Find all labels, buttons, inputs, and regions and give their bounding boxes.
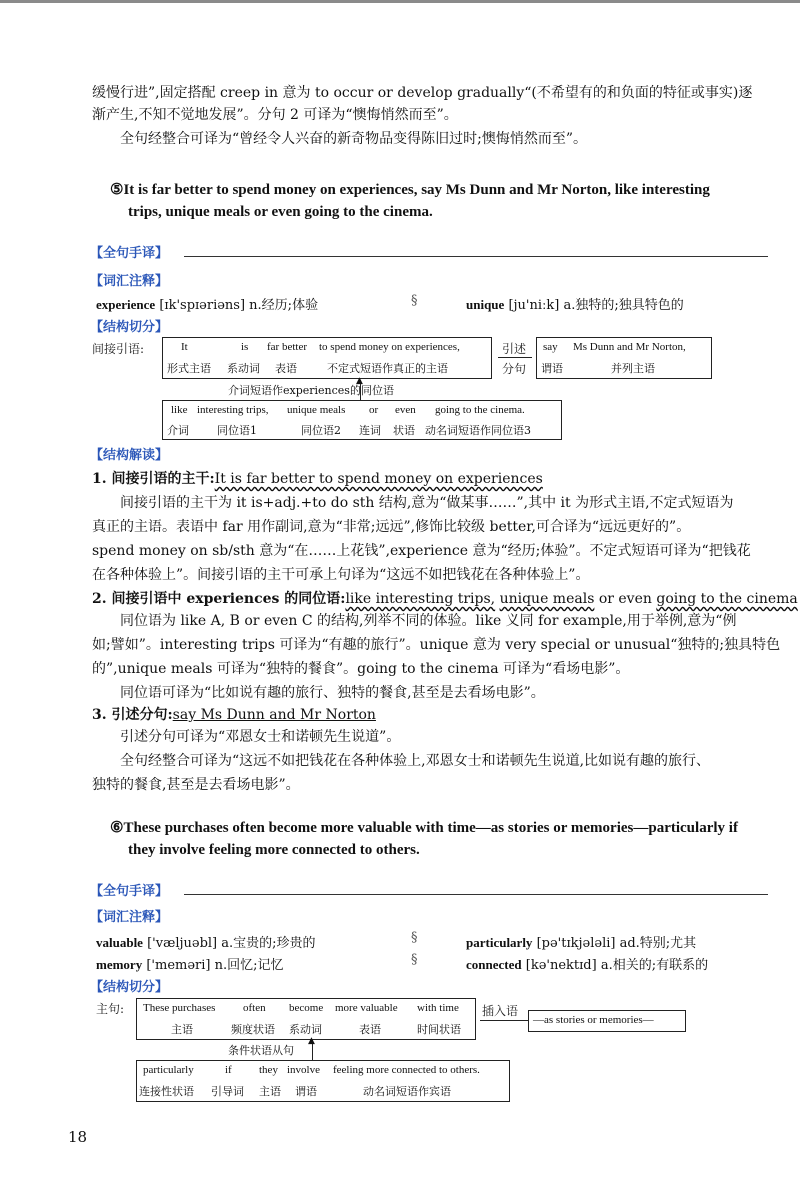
role-formal-subject: 形式主语 [167, 362, 211, 375]
role-predicate: 谓语 [295, 1085, 317, 1098]
insertion-label: 插入语 [482, 1004, 519, 1018]
word-it: It [181, 341, 188, 353]
role-real-subject: 不定式短语作真正的主语 [327, 362, 448, 375]
word-particularly: particularly [143, 1064, 194, 1076]
role-predicate: 谓语 [541, 362, 563, 375]
role-linking-verb: 系动词 [289, 1023, 322, 1036]
quote-label-top: 引述 [502, 342, 527, 356]
structure-box-condition [136, 1060, 510, 1102]
insertion-box [528, 1010, 686, 1032]
word-ms-dunn: Ms Dunn and Mr Norton, [573, 341, 686, 353]
role-subject: 主语 [171, 1023, 193, 1036]
final-translation: 独特的餐食,甚至是去看场电影”。 [92, 777, 300, 793]
analysis-paragraph: spend money on sb/sth 意为“在……上花钱”,experience 意为“经历;体验”。不定式短语可译为“把钱花 [92, 543, 751, 559]
analysis-paragraph: 同位语可译为“比如说有趣的旅行、独特的餐食,甚至是去看场电影”。 [120, 685, 545, 701]
word-even: even [395, 404, 416, 416]
analysis-paragraph: 在各种体验上”。间接引语的主干可承上句译为“这远不如把钱花在各种体验上”。 [92, 567, 590, 583]
structure-box-main-6 [136, 998, 476, 1040]
word-is: is [241, 341, 249, 353]
word-far-better: far better [267, 341, 307, 353]
analysis-heading-2: 2. 间接引语中 experiences 的同位语:like interesting trips, unique meals or even going to the cinema [92, 591, 798, 607]
role-appositive-3: 动名词短语作同位语3 [425, 424, 531, 437]
page-number: 18 [68, 1128, 88, 1146]
paragraph-line: 缓慢行进”,固定搭配 creep in 意为 to occur or develop gradually“(不希望有的和负面的特征或事实)逐 [92, 85, 753, 101]
role-subject: 主语 [259, 1085, 281, 1098]
vocab-entry-experience: experience [ɪk'spɪəriəns] n.经历;体验 [96, 297, 319, 313]
vocab-entry-unique: unique [ju'niːk] a.独特的;独具特色的 [466, 297, 684, 313]
role-compound-subject: 并列主语 [611, 362, 655, 375]
translation-blank-line[interactable] [184, 256, 768, 257]
analysis-paragraph: 同位语为 like A, B or even C 的结构,列举不同的体验。like 义同 for example,用于举例,意为“例 [120, 613, 737, 629]
analysis-heading-3: 3. 引述分句:say Ms Dunn and Mr Norton [92, 707, 376, 723]
sentence-6-line2: they involve feeling more connected to others. [128, 842, 420, 858]
role-time-adverbial: 时间状语 [417, 1023, 461, 1036]
role-gerund-object: 动名词短语作宾语 [363, 1085, 451, 1098]
word-interesting-trips: interesting trips, [197, 404, 269, 416]
word-more-valuable: more valuable [335, 1002, 398, 1014]
structure-box-main [162, 337, 492, 379]
arrow-head-icon: ▲ [356, 376, 363, 386]
connector-line [480, 1020, 528, 1021]
indirect-speech-label: 间接引语: [92, 342, 145, 356]
divider-squiggle: § [411, 952, 418, 967]
role-preposition: 介词 [167, 424, 189, 437]
word-with-time: with time [417, 1002, 459, 1014]
final-translation: 全句经整合可译为“这远不如把钱花在各种体验上,邓恩女士和诺顿先生说道,比如说有趣的旅行、 [120, 753, 711, 769]
paragraph-line: 全句经整合可译为“曾经令人兴奋的新奇物品变得陈旧过时;懊悔悄然而至”。 [120, 131, 588, 147]
role-introducer: 引导词 [211, 1085, 244, 1098]
translation-blank-line[interactable] [184, 894, 768, 895]
quote-label-bottom: 分句 [502, 362, 527, 376]
analysis-paragraph: 引述分句可译为“邓恩女士和诺顿先生说道”。 [120, 729, 401, 745]
arrow-head-icon: ▲ [308, 1036, 315, 1046]
analysis-paragraph: 间接引语的主干为 it is+adj.+to do sth 结构,意为“做某事……”,其中 it 为形式主语,不定式短语为 [120, 495, 734, 511]
appositive-note: 介词短语作experiences的同位语 [228, 384, 394, 397]
role-adverbial: 状语 [393, 424, 415, 437]
word-unique-meals: unique meals [287, 404, 346, 416]
connector-line [498, 357, 532, 358]
word-often: often [243, 1002, 266, 1014]
vocab-entry-connected: connected [kə'nektɪd] a.相关的;有联系的 [466, 957, 709, 973]
word-involve: involve [287, 1064, 320, 1076]
word-like: like [171, 404, 188, 416]
word-feeling: feeling more connected to others. [333, 1064, 480, 1076]
sentence-6-line1: ⑥These purchases often become more valuable with time—as stories or memories—particularly if [110, 820, 738, 836]
analysis-paragraph: 如;譬如”。interesting trips 可译为“有趣的旅行”。unique 意为 very special or unusual“独特的;独具特色 [92, 637, 781, 653]
role-frequency-adverbial: 频度状语 [231, 1023, 275, 1036]
main-clause-label: 主句: [96, 1002, 125, 1016]
structure-box-say [536, 337, 712, 379]
word-to-spend: to spend money on experiences, [319, 341, 460, 353]
full-translation-label: 【全句手译】 [90, 884, 169, 899]
vocabulary-label: 【词汇注释】 [90, 274, 169, 289]
structure-box-like [162, 400, 562, 440]
role-appositive-1: 同位语1 [217, 424, 257, 437]
structure-label: 【结构切分】 [90, 980, 169, 995]
word-if: if [225, 1064, 232, 1076]
vocabulary-label: 【词汇注释】 [90, 910, 169, 925]
role-connective-adverbial: 连接性状语 [139, 1085, 194, 1098]
divider-squiggle: § [411, 930, 418, 945]
role-conjunction: 连词 [359, 424, 381, 437]
structure-label: 【结构切分】 [90, 320, 169, 335]
analysis-paragraph: 的”,unique meals 可译为“独特的餐食”。going to the cinema 可译为“看场电影”。 [92, 661, 630, 677]
analysis-heading-1: 1. 间接引语的主干:It is far better to spend money on experiences [92, 471, 543, 487]
role-linking-verb: 系动词 [227, 362, 260, 375]
role-appositive-2: 同位语2 [301, 424, 341, 437]
vocab-entry-particularly: particularly [pə'tɪkjələli] ad.特别;尤其 [466, 935, 697, 951]
condition-clause-note: 条件状语从句 [228, 1044, 294, 1057]
divider-squiggle: § [411, 293, 418, 308]
word-or: or [369, 404, 379, 416]
role-predicative: 表语 [275, 362, 297, 375]
top-rule [0, 0, 800, 3]
word-these-purchases: These purchases [143, 1002, 216, 1014]
insertion-text: —as stories or memories— [533, 1014, 654, 1026]
word-going: going to the cinema. [435, 404, 525, 416]
word-say: say [543, 341, 558, 353]
sentence-5-line2: trips, unique meals or even going to the cinema. [128, 204, 433, 220]
word-they: they [259, 1064, 278, 1076]
sentence-5-line1: ⑤It is far better to spend money on experiences, say Ms Dunn and Mr Norton, like interesting [110, 182, 710, 198]
vocab-entry-valuable: valuable ['væljuəbl] a.宝贵的;珍贵的 [96, 935, 316, 951]
word-become: become [289, 1002, 324, 1014]
full-translation-label: 【全句手译】 [90, 246, 169, 261]
role-predicative: 表语 [359, 1023, 381, 1036]
vocab-entry-memory: memory ['meməri] n.回忆;记忆 [96, 957, 284, 973]
analysis-label: 【结构解读】 [90, 448, 169, 463]
paragraph-line: 渐产生,不知不觉地发展”。分句 2 可译为“懊悔悄然而至”。 [92, 107, 458, 123]
analysis-paragraph: 真正的主语。表语中 far 用作副词,意为“非常;远远”,修饰比较级 better,可合译为“远远更好的”。 [92, 519, 691, 535]
